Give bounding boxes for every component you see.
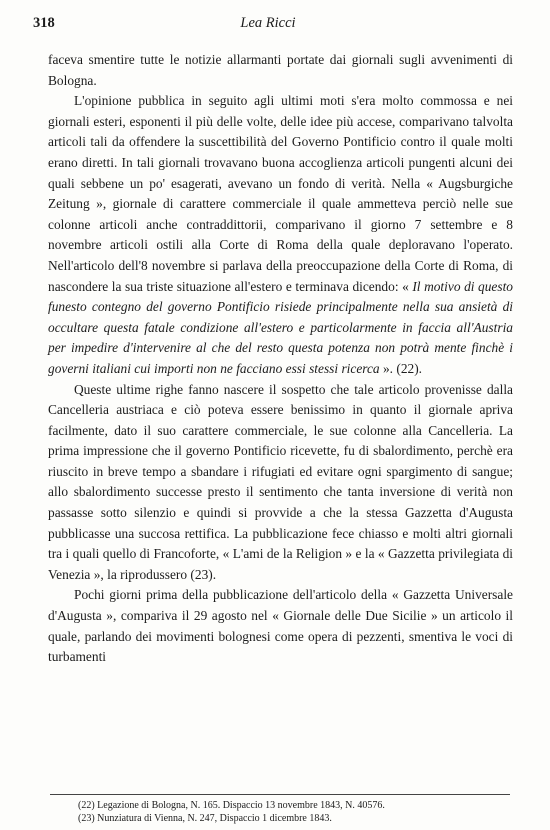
running-title: Lea Ricci <box>240 15 296 31</box>
quoted-passage: Il motivo di questo funesto contegno del governo Pontificio risiede principalmente nella sua ansietà di occultare questa fatale condizione all'estero e particolarmente in faccia all'Austria per impedire d'intervenire al che del resto questa potenza non potrà mente finchè i governi italiani cui importi non ne facciano essi stessi ricerca <box>48 278 513 376</box>
paragraph-2-end: ». (22). <box>379 360 423 376</box>
paragraph-2 <box>48 91 513 379</box>
footnote-divider <box>50 794 510 795</box>
body-text <box>48 50 513 668</box>
paragraph-2-text: L'opinione pubblica in seguito agli ultimi moti s'era molto commossa e nei giornali esteri, esponenti il più delle volte, delle idee più accese, comparivano talvolta articoli tali da offendere la suscettibilità del Governo Pontificio contro il quale molti erano diretti. In tali giornali trovavano buona accoglienza articoli pungenti alcuni dei quali sebbene un po' esagerati, avevano un fondo di verità. Nella « Augsburgiche Zeitung », giornale di carattere commerciale il quale ammetteva perciò nelle sue colonne articoli anche contraddittorii, comparivano il giorno 7 settembre e 8 novembre articoli ostili alla Corte di Roma della quale deploravano l'operato. Nell'articolo dell'8 novembre si parlava della preoccupazione della Corte di Roma, di nascondere la sua triste situazione all'estero e terminava dicendo: « <box>48 93 513 294</box>
page-header <box>30 15 506 35</box>
paragraph-4: Pochi giorni prima della pubblicazione dell'articolo della « Gazzetta Universale d'Augusta », compariva il 29 agosto nel « Giornale delle Due Sicilie » un articolo il quale, parlando dei movimenti bolognesi come opera di pezzenti, smentiva le voci di turbamenti <box>48 587 513 665</box>
footnote-22: (22) Legazione di Bologna, N. 165. Dispaccio 13 novembre 1843, N. 40576. <box>78 800 385 811</box>
page-number: 318 <box>33 15 55 31</box>
footnote-23: (23) Nunziatura di Vienna, N. 247, Dispaccio 1 dicembre 1843. <box>78 812 332 824</box>
paragraph-3: Queste ultime righe fanno nascere il sospetto che tale articolo provenisse dalla Cancelleria austriaca e ciò poteva essere benissimo in quanto il giornale apriva facilmente, dato il suo carattere commerciale, le sue colonne alla Cancelleria. La prima impressione che il governo Pontificio ricevette, fu di sbalordimento, perchè era riuscito in breve tempo a sbandare i rifugiati ed evitare ogni spargimento di sangue; allo sbalordimento successe presto il sentimento che tanta inversione di verità non passasse sotto silenzio e quindi si provvide a che la stessa Gazzetta d'Augusta pubblicasse una succosa rettifica. La pubblicazione fece chiasso e molti altri giornali tra i quali quello di Francoforte, « L'ami de la Religion » e la « Gazzetta privilegiata di Venezia », la riprodussero (23). <box>48 381 513 582</box>
paragraph-1: faceva smentire tutte le notizie allarmanti portate dai giornali sugli avvenimenti di Bologna. <box>48 52 513 88</box>
footnotes <box>78 800 518 825</box>
